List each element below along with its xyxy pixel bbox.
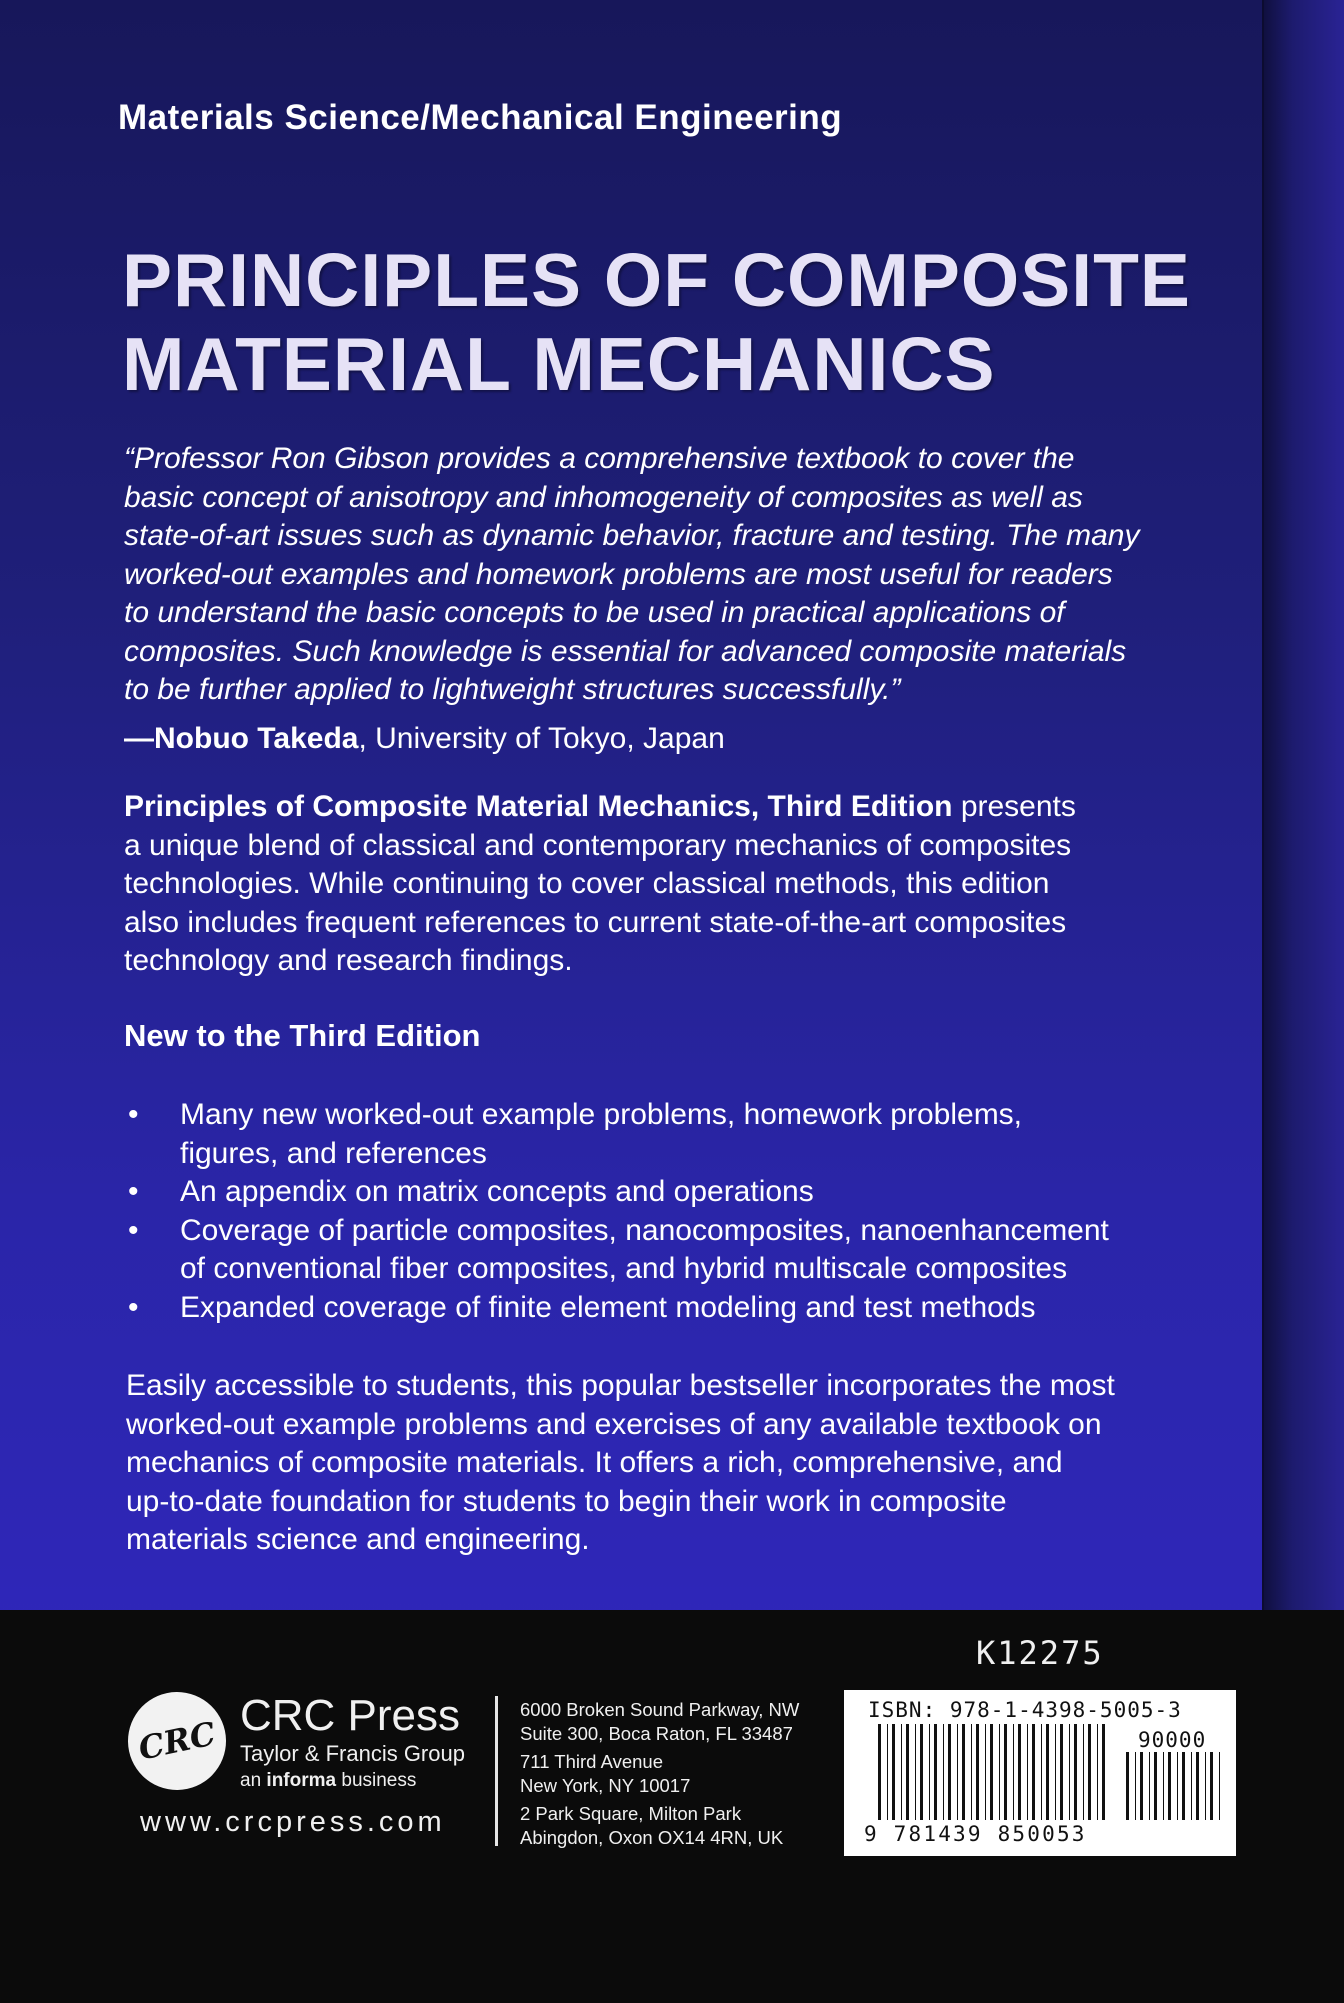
new-edition-heading: New to the Third Edition xyxy=(124,1018,481,1053)
bullet-icon: • xyxy=(128,1213,139,1247)
quote-attribution xyxy=(124,720,725,758)
subject-category: Materials Science/Mechanical Engineering xyxy=(118,98,843,137)
barcode-bar xyxy=(1083,1724,1084,1820)
barcode-bar xyxy=(1032,1724,1035,1820)
barcode-bar xyxy=(1102,1724,1105,1820)
address-line: Suite 300, Boca Raton, FL 33487 xyxy=(520,1722,793,1744)
barcode-bar xyxy=(985,1724,986,1820)
bullet-icon: • xyxy=(128,1290,139,1324)
closing-line: materials science and engineering. xyxy=(126,1523,590,1556)
new-features-list xyxy=(124,1096,1244,1327)
quote-line: to be further applied to lightweight structures successfully.” xyxy=(124,673,901,706)
quote-line: state-of-art issues such as dynamic behavior, fracture and testing. The many xyxy=(124,519,1140,552)
barcode-bar xyxy=(1069,1724,1070,1820)
bullet-icon: • xyxy=(128,1175,139,1208)
book-title xyxy=(122,238,1191,406)
description-line: also includes frequent references to current state-of-the-art composites xyxy=(124,905,1067,939)
description-line: a unique blend of classical and contemporary mechanics of composites xyxy=(124,828,1072,862)
barcode-bar xyxy=(1097,1724,1098,1820)
barcode-bar xyxy=(915,1724,916,1820)
closing-line: up-to-date foundation for students to begin their work in composite xyxy=(126,1484,1007,1518)
barcode-bar xyxy=(934,1724,937,1820)
catalog-number: K12275 xyxy=(976,1634,1104,1672)
publisher-website: www.crcpress.com xyxy=(140,1806,446,1838)
barcode-bar xyxy=(1074,1724,1077,1820)
description-lead: Principles of Composite Material Mechanics, Third Edition xyxy=(124,790,953,823)
informa-bold: informa xyxy=(266,1770,337,1791)
footer-divider xyxy=(495,1696,498,1846)
isbn-text: ISBN: 978-1-4398-5005-3 xyxy=(868,1698,1182,1722)
endorser-name: —Nobuo Takeda xyxy=(124,722,359,755)
address-block xyxy=(520,1750,799,1797)
barcode-bar xyxy=(1205,1752,1206,1820)
feature-text: figures, and references xyxy=(180,1136,487,1170)
feature-text: Coverage of particle composites, nanocomposites, nanoenhancement xyxy=(180,1213,1109,1247)
barcode-bar xyxy=(1149,1752,1150,1820)
endorsement-quote xyxy=(124,440,1254,710)
barcode-bar xyxy=(1163,1752,1164,1820)
informa-suffix: business xyxy=(336,1770,417,1791)
feature-text: Expanded coverage of finite element modeling and test methods xyxy=(180,1290,1036,1324)
barcode-digits: 9 781439 850053 xyxy=(864,1822,1087,1846)
feature-item xyxy=(124,1212,1244,1289)
barcode-bar xyxy=(976,1724,979,1820)
publisher-group: Taylor & Francis Group xyxy=(240,1741,465,1766)
price-code: 90000 xyxy=(1138,1728,1207,1752)
quote-line: to understand the basic concepts to be used in practical applications of xyxy=(124,596,1065,629)
address-line: Abingdon, Oxon OX14 4RN, UK xyxy=(520,1826,784,1848)
barcode-bar xyxy=(948,1724,951,1820)
barcode-bar xyxy=(1168,1752,1171,1820)
closing-line: Easily accessible to students, this popular bestseller incorporates the most xyxy=(126,1369,1115,1402)
barcode-bar xyxy=(1004,1724,1007,1820)
publisher-block xyxy=(240,1692,465,1794)
feature-item xyxy=(124,1173,1244,1212)
publisher-name: CRC Press xyxy=(240,1691,461,1740)
barcode-bar xyxy=(1060,1724,1063,1820)
barcode-bar xyxy=(962,1724,965,1820)
barcode-bar xyxy=(1055,1724,1056,1820)
endorser-affiliation: , University of Tokyo, Japan xyxy=(358,722,725,755)
barcode-bar xyxy=(1027,1724,1028,1820)
bullet-icon: • xyxy=(128,1098,139,1131)
barcode-bar xyxy=(1177,1752,1178,1820)
address-line: 2 Park Square, Milton Park xyxy=(520,1803,742,1824)
barcode-bar xyxy=(1018,1724,1021,1820)
informa-prefix: an xyxy=(240,1770,267,1791)
barcode-bar xyxy=(1196,1752,1199,1820)
barcode-bar xyxy=(929,1724,930,1820)
barcode-bar xyxy=(901,1724,902,1820)
barcode-bar xyxy=(1154,1752,1157,1820)
address-line: 6000 Broken Sound Parkway, NW xyxy=(520,1699,800,1720)
description-line: technologies. While continuing to cover classical methods, this edition xyxy=(124,867,1050,900)
barcode-bar xyxy=(1140,1752,1143,1820)
closing-paragraph xyxy=(126,1367,1256,1560)
quote-line: basic concept of anisotropy and inhomogeneity of composites as well as xyxy=(124,480,1083,514)
address-line: New York, NY 10017 xyxy=(520,1774,691,1796)
closing-line: mechanics of composite materials. It offers a rich, comprehensive, and xyxy=(126,1446,1063,1479)
barcode-bar xyxy=(1126,1752,1129,1820)
publisher-addresses xyxy=(520,1698,799,1854)
barcode-bar xyxy=(1046,1724,1049,1820)
barcode-bar xyxy=(1041,1724,1042,1820)
barcode-bar xyxy=(887,1724,888,1820)
address-block xyxy=(520,1698,799,1745)
barcode-bar xyxy=(990,1724,993,1820)
quote-line: composites. Such knowledge is essential for advanced composite materials xyxy=(124,634,1127,668)
feature-text: of conventional fiber composites, and hybrid multiscale composites xyxy=(180,1252,1068,1285)
barcode-bar xyxy=(1135,1752,1136,1820)
feature-text: An appendix on matrix concepts and operations xyxy=(180,1175,814,1208)
barcode-bar xyxy=(878,1724,881,1820)
barcode-bar xyxy=(1191,1752,1192,1820)
barcode-bar xyxy=(1219,1752,1220,1820)
feature-text: Many new worked-out example problems, homework problems, xyxy=(180,1098,1023,1131)
barcode-bar xyxy=(892,1724,895,1820)
barcode-bar xyxy=(1210,1752,1213,1820)
address-line: 711 Third Avenue xyxy=(520,1751,663,1772)
barcode-bar xyxy=(999,1724,1000,1820)
logo-text: CRC xyxy=(135,1714,219,1768)
book-description xyxy=(124,788,1254,981)
barcode-bar xyxy=(957,1724,958,1820)
informa-tagline xyxy=(240,1768,465,1794)
description-line: technology and research findings. xyxy=(124,944,573,977)
barcode-bar xyxy=(1182,1752,1185,1820)
feature-item xyxy=(124,1289,1244,1328)
barcode-bar xyxy=(1088,1724,1091,1820)
barcode-bar xyxy=(1013,1724,1014,1820)
description-line: presents xyxy=(952,790,1076,823)
feature-item xyxy=(124,1096,1244,1173)
title-line-2: MATERIAL MECHANICS xyxy=(122,322,996,406)
closing-line: worked-out example problems and exercises of any available textbook on xyxy=(126,1407,1102,1441)
isbn-barcode-label xyxy=(844,1690,1236,1856)
quote-line: worked-out examples and homework problems are most useful for readers xyxy=(124,557,1113,591)
quote-line: “Professor Ron Gibson provides a comprehensive textbook to cover the xyxy=(124,442,1075,475)
barcode-bar xyxy=(906,1724,909,1820)
address-block xyxy=(520,1802,799,1849)
title-line-1: PRINCIPLES OF COMPOSITE xyxy=(122,238,1191,322)
barcode-bar xyxy=(971,1724,972,1820)
barcode-bar xyxy=(920,1724,923,1820)
barcode-bar xyxy=(943,1724,944,1820)
